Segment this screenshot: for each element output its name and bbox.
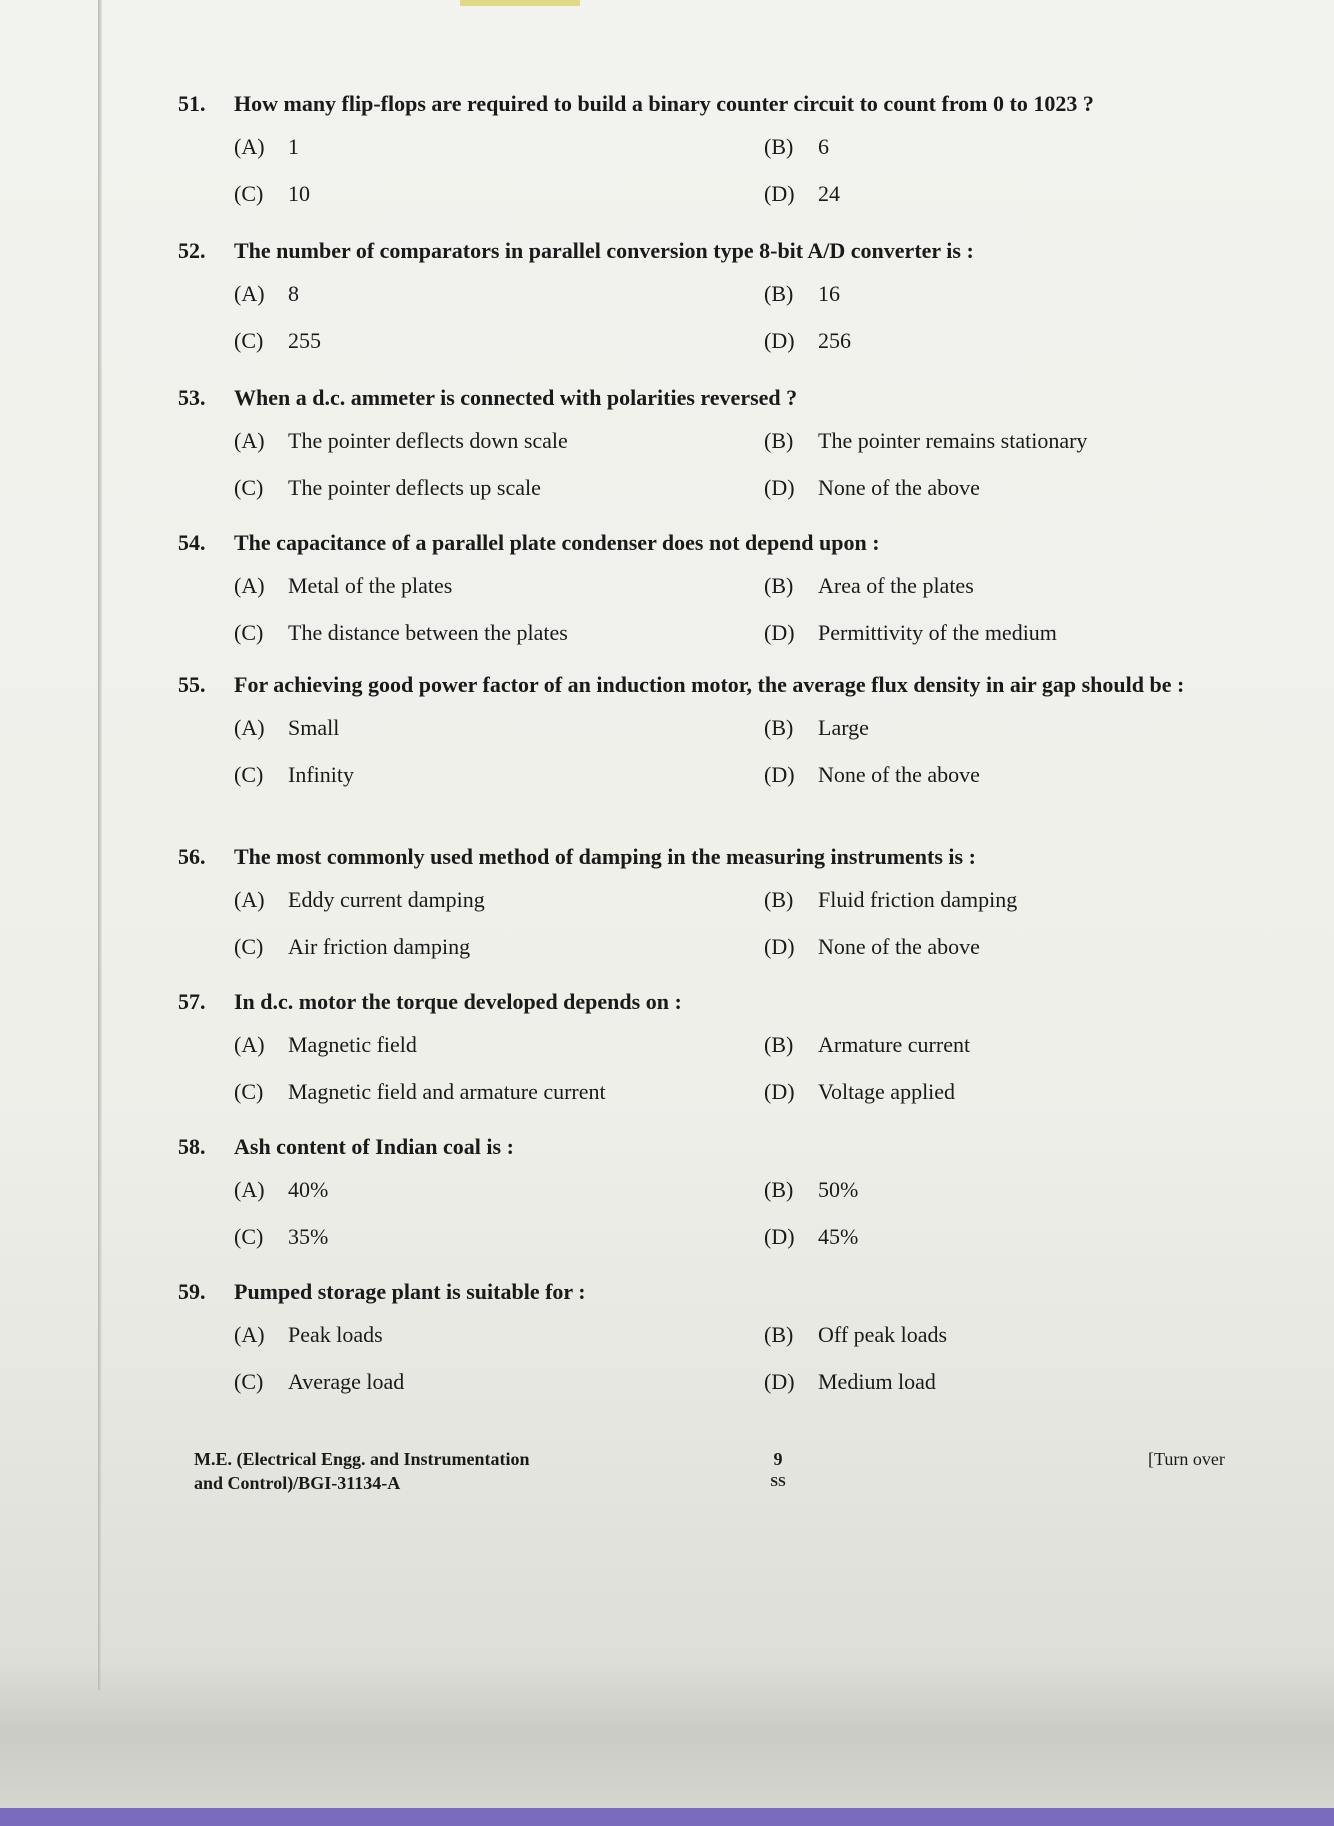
option-c xyxy=(234,317,764,364)
top-edge-mark xyxy=(460,0,580,6)
option-a xyxy=(234,704,764,751)
option-text: 255 xyxy=(288,327,321,353)
footer-page-number xyxy=(758,1447,798,1495)
footer-course-line-1: M.E. (Electrical Engg. and Instrumentation xyxy=(194,1449,530,1469)
option-letter: (A) xyxy=(234,280,265,306)
option-letter: (D) xyxy=(764,761,795,787)
question-52 xyxy=(178,232,1238,364)
question-text: How many flip-flops are required to build a binary counter circuit to count from 0 to 1023 ? xyxy=(234,91,1094,116)
option-b xyxy=(764,1166,1234,1213)
option-letter: (A) xyxy=(234,886,265,912)
option-letter: (A) xyxy=(234,572,265,598)
option-text: 6 xyxy=(818,133,829,159)
option-text: Area of the plates xyxy=(818,572,974,598)
option-text: The distance between the plates xyxy=(288,619,568,645)
option-letter: (D) xyxy=(764,1223,795,1249)
option-letter: (C) xyxy=(234,474,264,500)
option-letter: (B) xyxy=(764,133,794,159)
option-text: 8 xyxy=(288,280,299,306)
question-text: Ash content of Indian coal is : xyxy=(234,1134,514,1159)
question-58 xyxy=(178,1128,1238,1260)
page-mark: SS xyxy=(770,1475,786,1490)
sheet-left-edge xyxy=(98,0,102,1690)
option-letter: (B) xyxy=(764,572,794,598)
question-number: 57. xyxy=(178,989,206,1014)
option-text: Average load xyxy=(288,1368,405,1394)
question-number: 51. xyxy=(178,91,206,116)
option-letter: (B) xyxy=(764,1031,794,1057)
option-text: None of the above xyxy=(818,474,980,500)
option-text: Air friction damping xyxy=(288,933,471,959)
option-a xyxy=(234,1021,764,1068)
option-letter: (D) xyxy=(764,619,795,645)
option-text: 50% xyxy=(818,1176,859,1202)
option-text: Medium load xyxy=(818,1368,936,1394)
option-letter: (D) xyxy=(764,933,795,959)
option-d xyxy=(764,1213,1234,1260)
option-text: 1 xyxy=(288,133,299,159)
question-number: 55. xyxy=(178,672,206,697)
option-letter: (D) xyxy=(764,1368,795,1394)
option-b xyxy=(764,1021,1234,1068)
option-text: 35% xyxy=(288,1223,329,1249)
option-a xyxy=(234,876,764,923)
question-53 xyxy=(178,379,1238,511)
question-55 xyxy=(178,666,1238,798)
option-b xyxy=(764,1311,1234,1358)
option-text: None of the above xyxy=(818,933,980,959)
option-b xyxy=(764,562,1234,609)
option-text: Large xyxy=(818,714,869,740)
sheet-fold-shadow xyxy=(0,1660,1334,1826)
option-b xyxy=(764,123,1234,170)
option-letter: (D) xyxy=(764,327,795,353)
option-letter: (A) xyxy=(234,1176,265,1202)
option-d xyxy=(764,1358,1234,1405)
option-a xyxy=(234,270,764,317)
option-c xyxy=(234,923,764,970)
option-c xyxy=(234,751,764,798)
option-letter: (C) xyxy=(234,619,264,645)
option-b xyxy=(764,876,1234,923)
option-c xyxy=(234,1358,764,1405)
option-letter: (B) xyxy=(764,280,794,306)
option-letter: (C) xyxy=(234,933,264,959)
option-letter: (A) xyxy=(234,1321,265,1347)
option-d xyxy=(764,751,1234,798)
question-text: The most commonly used method of damping in the measuring instruments is : xyxy=(234,844,976,869)
option-text: Small xyxy=(288,714,340,740)
option-text: The pointer remains stationary xyxy=(818,427,1088,453)
option-letter: (D) xyxy=(764,1078,795,1104)
question-number: 54. xyxy=(178,530,206,555)
option-letter: (C) xyxy=(234,1368,264,1394)
option-a xyxy=(234,1166,764,1213)
option-letter: (D) xyxy=(764,474,795,500)
question-text: The number of comparators in parallel conversion type 8-bit A/D converter is : xyxy=(234,238,974,263)
option-letter: (A) xyxy=(234,714,265,740)
option-d xyxy=(764,317,1234,364)
question-number: 53. xyxy=(178,385,206,410)
option-letter: (A) xyxy=(234,1031,265,1057)
option-text: 40% xyxy=(288,1176,329,1202)
question-57 xyxy=(178,983,1238,1115)
option-letter: (C) xyxy=(234,1223,264,1249)
option-a xyxy=(234,123,764,170)
option-c xyxy=(234,1068,764,1115)
option-letter: (C) xyxy=(234,180,264,206)
footer-course-code xyxy=(194,1447,614,1495)
question-text: When a d.c. ammeter is connected with polarities reversed ? xyxy=(234,385,798,410)
question-number: 56. xyxy=(178,844,206,869)
question-number: 52. xyxy=(178,238,206,263)
option-text: The pointer deflects down scale xyxy=(288,427,568,453)
question-59 xyxy=(178,1273,1238,1405)
question-number: 58. xyxy=(178,1134,206,1159)
option-text: 256 xyxy=(818,327,851,353)
footer-turn-over: [Turn over xyxy=(1148,1449,1225,1469)
bottom-strip xyxy=(0,1808,1334,1826)
option-text: 45% xyxy=(818,1223,859,1249)
option-letter: (B) xyxy=(764,427,794,453)
option-d xyxy=(764,609,1234,656)
option-text: 16 xyxy=(818,280,840,306)
option-text: Peak loads xyxy=(288,1321,383,1347)
option-a xyxy=(234,417,764,464)
option-c xyxy=(234,609,764,656)
question-text: The capacitance of a parallel plate condenser does not depend upon : xyxy=(234,530,880,555)
question-56 xyxy=(178,838,1238,970)
question-text: For achieving good power factor of an induction motor, the average flux density in air gap should be : xyxy=(234,672,1185,697)
option-text: The pointer deflects up scale xyxy=(288,474,541,500)
option-letter: (C) xyxy=(234,761,264,787)
question-54 xyxy=(178,524,1238,656)
option-text: Voltage applied xyxy=(818,1078,956,1104)
option-letter: (B) xyxy=(764,1176,794,1202)
page-number: 9 xyxy=(773,1449,783,1469)
option-a xyxy=(234,562,764,609)
option-letter: (B) xyxy=(764,886,794,912)
option-d xyxy=(764,1068,1234,1115)
option-c xyxy=(234,170,764,217)
option-text: 24 xyxy=(818,180,840,206)
option-text: Permittivity of the medium xyxy=(818,619,1057,645)
option-text: Fluid friction damping xyxy=(818,886,1018,912)
option-letter: (C) xyxy=(234,1078,264,1104)
option-letter: (A) xyxy=(234,427,265,453)
option-letter: (A) xyxy=(234,133,265,159)
option-text: Armature current xyxy=(818,1031,971,1057)
option-b xyxy=(764,417,1234,464)
option-a xyxy=(234,1311,764,1358)
footer-course-line-2: and Control)/BGI-31134-A xyxy=(194,1473,401,1493)
question-51 xyxy=(178,85,1238,217)
option-c xyxy=(234,464,764,511)
option-text: 10 xyxy=(288,180,310,206)
option-text: None of the above xyxy=(818,761,980,787)
option-letter: (B) xyxy=(764,1321,794,1347)
option-b xyxy=(764,270,1234,317)
option-d xyxy=(764,464,1234,511)
option-text: Off peak loads xyxy=(818,1321,948,1347)
option-letter: (D) xyxy=(764,180,795,206)
question-text: Pumped storage plant is suitable for : xyxy=(234,1279,586,1304)
option-text: Magnetic field xyxy=(288,1031,417,1057)
question-number: 59. xyxy=(178,1279,206,1304)
option-text: Metal of the plates xyxy=(288,572,453,598)
option-text: Infinity xyxy=(288,761,354,787)
option-d xyxy=(764,923,1234,970)
option-letter: (C) xyxy=(234,327,264,353)
option-d xyxy=(764,170,1234,217)
option-c xyxy=(234,1213,764,1260)
question-text: In d.c. motor the torque developed depends on : xyxy=(234,989,682,1014)
option-text: Eddy current damping xyxy=(288,886,485,912)
option-letter: (B) xyxy=(764,714,794,740)
option-b xyxy=(764,704,1234,751)
option-text: Magnetic field and armature current xyxy=(288,1078,606,1104)
